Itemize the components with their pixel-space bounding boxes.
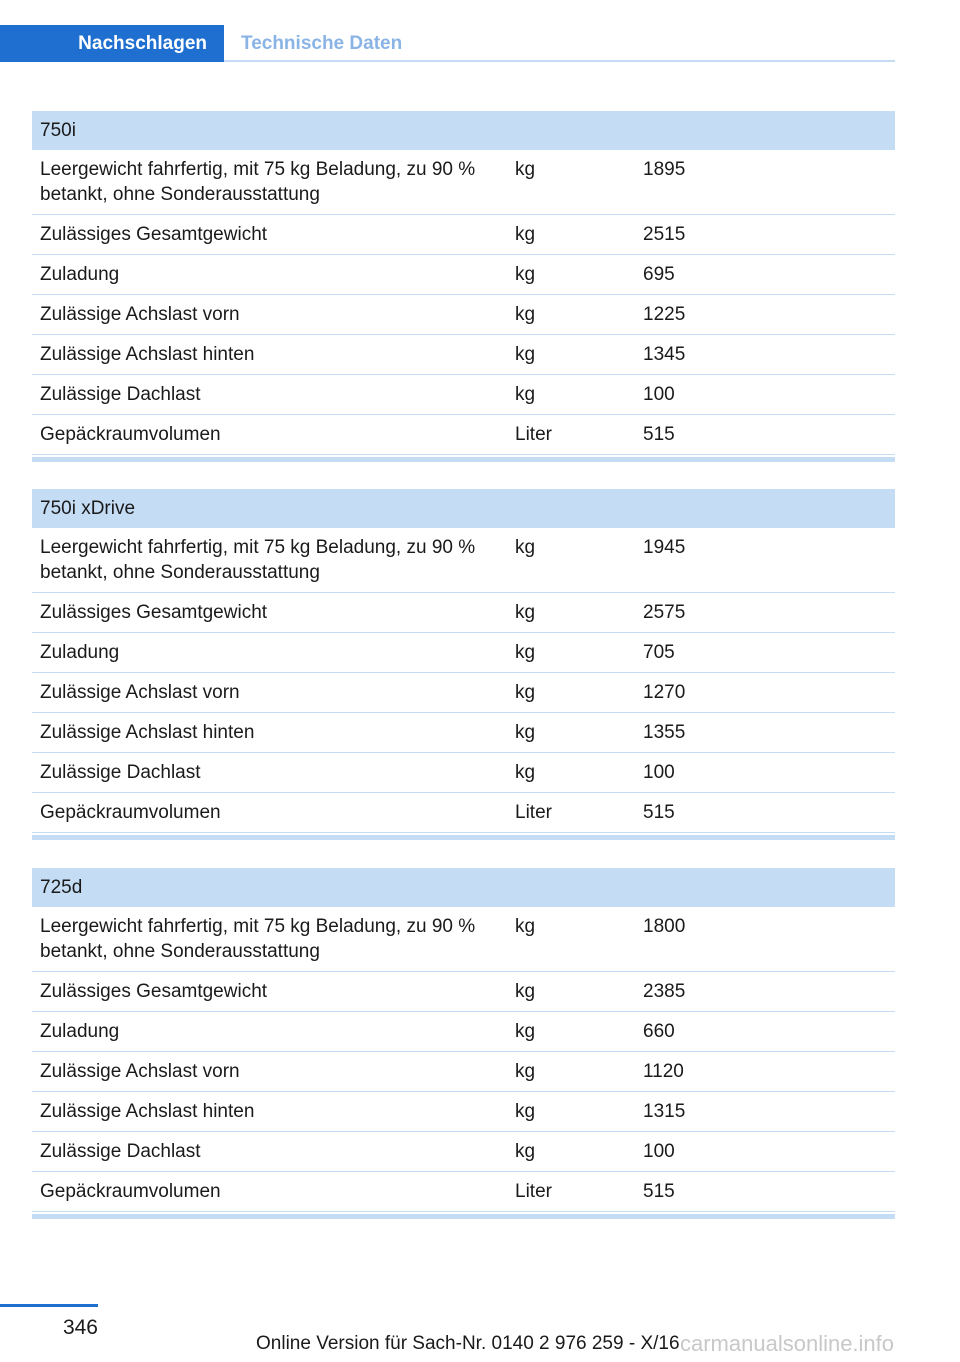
table-row <box>32 972 895 1012</box>
online-version-note: Online Version für Sach-Nr. 0140 2 976 259 - X/16 <box>256 1333 680 1354</box>
row-value: 100 <box>643 1141 675 1162</box>
row-value: 1315 <box>643 1101 686 1122</box>
footer-accent-line <box>0 1304 98 1307</box>
table-row <box>32 150 895 215</box>
row-label: Zulässige Dachlast <box>40 762 201 783</box>
row-label: Gepäckraumvolumen <box>40 1181 221 1202</box>
row-label: Zulässige Achslast hinten <box>40 1101 255 1122</box>
row-unit: kg <box>515 981 536 1002</box>
row-unit: kg <box>515 304 536 325</box>
row-unit: Liter <box>515 424 552 445</box>
row-unit: kg <box>515 682 536 703</box>
table-row <box>32 907 895 972</box>
row-label: Zulässige Achslast hinten <box>40 344 255 365</box>
table-row <box>32 295 895 335</box>
row-unit: kg <box>515 916 536 937</box>
row-label: Zulässige Dachlast <box>40 1141 201 1162</box>
row-unit: kg <box>515 384 536 405</box>
row-value: 1945 <box>643 537 686 558</box>
row-label: Zulässige Dachlast <box>40 384 201 405</box>
row-label: Zulässige Achslast hinten <box>40 722 255 743</box>
row-value: 515 <box>643 1181 675 1202</box>
row-value: 100 <box>643 384 675 405</box>
row-unit: kg <box>515 344 536 365</box>
row-value: 2515 <box>643 224 686 245</box>
row-unit: kg <box>515 1101 536 1122</box>
row-unit: kg <box>515 224 536 245</box>
table-row <box>32 1052 895 1092</box>
spec-table-725d <box>32 868 895 1219</box>
row-label: Zulässiges Gesamtgewicht <box>40 981 268 1002</box>
row-value: 2385 <box>643 981 686 1002</box>
model-heading: 750i xDrive <box>32 489 895 528</box>
table-row <box>32 335 895 375</box>
table-row <box>32 1012 895 1052</box>
model-heading: 725d <box>32 868 895 907</box>
table-row <box>32 415 895 455</box>
row-label: Zuladung <box>40 264 120 285</box>
watermark: carmanualsonline.info <box>680 1331 895 1356</box>
row-label: Leergewicht fahrfertig, mit 75 kg Beladung, zu 90 % betankt, ohne Sonderausstattung <box>40 537 476 583</box>
row-label: Zuladung <box>40 642 120 663</box>
row-value: 1355 <box>643 722 686 743</box>
row-value: 2575 <box>643 602 686 623</box>
row-value: 1120 <box>643 1061 684 1082</box>
row-value: 1345 <box>643 344 686 365</box>
row-value: 515 <box>643 802 675 823</box>
row-unit: kg <box>515 602 536 623</box>
page-header <box>0 25 895 62</box>
row-value: 660 <box>643 1021 675 1042</box>
table-row <box>32 713 895 753</box>
table-row <box>32 593 895 633</box>
row-value: 1270 <box>643 682 686 703</box>
row-value: 1800 <box>643 916 686 937</box>
row-label: Leergewicht fahrfertig, mit 75 kg Beladung, zu 90 % betankt, ohne Sonderausstattung <box>40 159 476 205</box>
table-end-rule <box>32 1214 895 1219</box>
row-label: Leergewicht fahrfertig, mit 75 kg Beladung, zu 90 % betankt, ohne Sonderausstattung <box>40 916 476 962</box>
row-unit: kg <box>515 722 536 743</box>
row-value: 100 <box>643 762 675 783</box>
row-unit: Liter <box>515 1181 552 1202</box>
table-end-rule <box>32 457 895 462</box>
row-label: Zulässige Achslast vorn <box>40 304 240 325</box>
row-unit: kg <box>515 1021 536 1042</box>
tab-technische-daten[interactable]: Technische Daten <box>241 32 403 54</box>
table-row <box>32 793 895 833</box>
row-label: Zulässige Achslast vorn <box>40 682 240 703</box>
row-unit: kg <box>515 1061 536 1082</box>
row-unit: kg <box>515 159 536 180</box>
row-unit: Liter <box>515 802 552 823</box>
spec-table-750i <box>32 111 895 462</box>
row-value: 515 <box>643 424 675 445</box>
row-unit: kg <box>515 642 536 663</box>
row-label: Zuladung <box>40 1021 120 1042</box>
table-row <box>32 528 895 593</box>
table-row <box>32 1132 895 1172</box>
row-unit: kg <box>515 264 536 285</box>
row-value: 1895 <box>643 159 686 180</box>
tab-nachschlagen[interactable]: Nachschlagen <box>0 25 224 62</box>
page-number: 346 <box>62 1316 98 1339</box>
table-row <box>32 255 895 295</box>
model-heading: 750i <box>32 111 895 150</box>
table-row <box>32 753 895 793</box>
table-row <box>32 633 895 673</box>
row-label: Gepäckraumvolumen <box>40 802 221 823</box>
row-label: Zulässiges Gesamtgewicht <box>40 602 268 623</box>
row-unit: kg <box>515 1141 536 1162</box>
table-row <box>32 375 895 415</box>
table-row <box>32 215 895 255</box>
table-row <box>32 1172 895 1212</box>
row-label: Zulässiges Gesamtgewicht <box>40 224 268 245</box>
header-divider <box>224 60 895 62</box>
table-end-rule <box>32 835 895 840</box>
row-unit: kg <box>515 762 536 783</box>
row-value: 1225 <box>643 304 686 325</box>
row-label: Gepäckraumvolumen <box>40 424 221 445</box>
row-label: Zulässige Achslast vorn <box>40 1061 240 1082</box>
spec-table-750i-xdrive <box>32 489 895 840</box>
row-value: 695 <box>643 264 675 285</box>
row-unit: kg <box>515 537 536 558</box>
table-row <box>32 673 895 713</box>
row-value: 705 <box>643 642 675 663</box>
table-row <box>32 1092 895 1132</box>
